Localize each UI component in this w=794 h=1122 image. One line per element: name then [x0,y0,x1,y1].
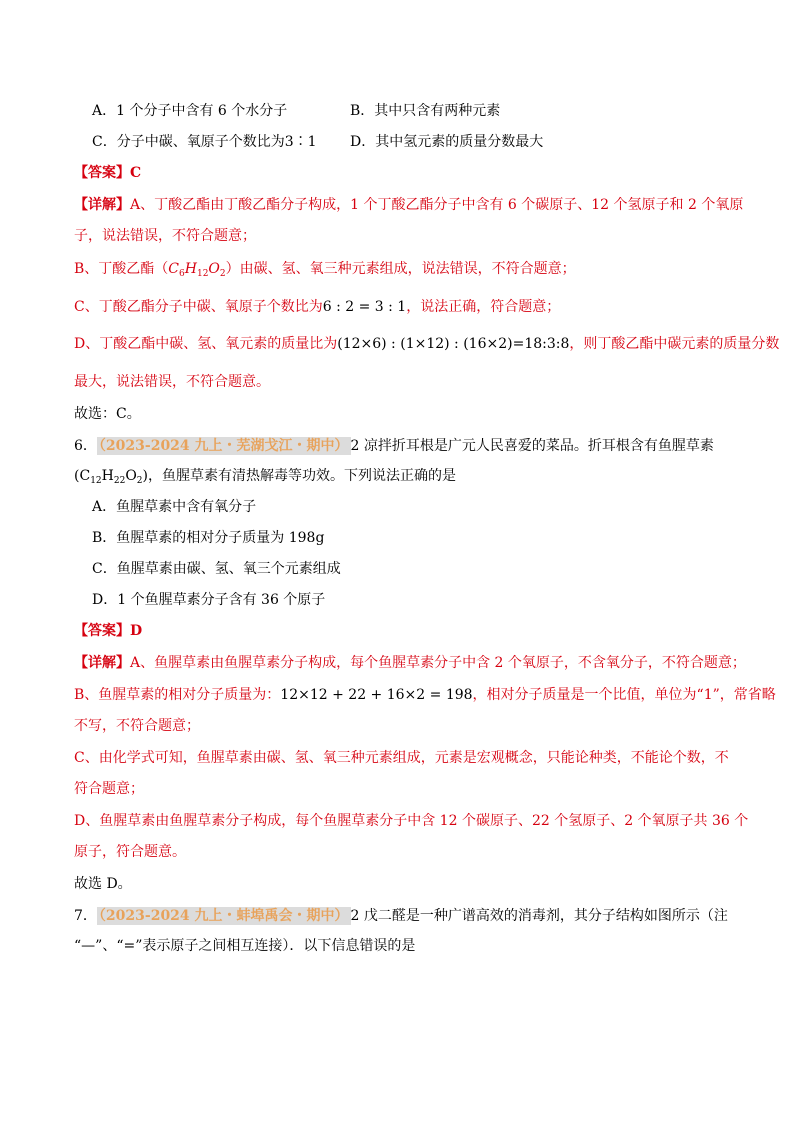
q6-detail-a [74,653,746,673]
q6-detail-c-cont: 符合题意； [74,781,144,797]
formula-butyl: $C_6H_{12}O_2$ [168,261,226,279]
q5-detail-d-cont: 最大，说法错误，不符合题意。 [74,374,270,390]
q6-stem [74,436,714,456]
q6-detail-a-text: A、鱼腥草素由鱼腥草素分子构成，每个鱼腥草素分子中含 2 个氧原子，不含氧分子，不符合题意； [130,655,746,671]
q6-detail-c: C、由化学式可知，鱼腥草素由碳、氢、氧三种元素组成，元素是宏观概念，只能论种类，不能论个数，不 [74,750,729,766]
q5-conclusion: 故选：C。 [74,406,141,422]
q5-detail-a [74,195,743,215]
detail-label: 【详解】 [74,197,130,213]
q5-detail-d [74,334,779,354]
q5-option-c: C．分子中碳、氧原子个数比为3∶1 [92,134,317,150]
q6-stem-cont [74,466,456,486]
q6-detail-b-cont: 不写，不符合题意； [74,718,200,734]
q6-conclusion: 故选 D。 [74,876,132,892]
q5-detail-a-cont: 子，说法错误，不符合题意； [74,228,256,244]
q5-detail-a-text: A、丁酸乙酯由丁酸乙酯分子构成，1 个丁酸乙酯分子中含有 6 个碳原子、12 个氢原子和 2 个氧原 [130,197,744,213]
q6-stem-text-2: ，鱼腥草素有清热解毒等功效。下列说法正确的是 [148,468,456,484]
q5-detail-b-post: ）由碳、氢、氧三种元素组成，说法错误，不符合题意； [225,261,576,277]
q7-stem-text: 2 戊二醛是一种广谱高效的消毒剂，其分子结构如图所示（注 [350,908,728,924]
q7-source-tag: （2023-2024 九上・蚌埠禹会・期中） [98,908,349,924]
q6-number: 6． [74,438,97,454]
q6-option-b: B．鱼腥草素的相对分子质量为 198g [92,530,325,546]
q6-detail-b-post: ，相对分子质量是一个比值，单位为“1”，常省略 [472,687,776,703]
q5-detail-c-post: ，说法正确，符合题意； [406,299,561,315]
q5-detail-b [74,259,576,279]
q5-detail-c [74,297,560,317]
q5-option-b: B．其中只含有两种元素 [350,103,501,119]
q6-detail-d-cont: 原子，符合题意。 [74,844,186,860]
q5-answer: 【答案】C [74,165,142,181]
q5-option-d: D．其中氢元素的质量分数最大 [350,134,544,150]
q6-molar-mass-math: 12×12 + 22 + 16×2 = 198 [280,687,473,703]
q5-detail-d-pre: D、丁酸乙酯中碳、氢、氧元素的质量比为 [74,336,338,352]
q6-option-c: C．鱼腥草素由碳、氢、氧三个元素组成 [92,561,341,577]
q6-detail-b-pre: B、鱼腥草素的相对分子质量为： [74,687,281,703]
q6-answer: 【答案】D [74,623,143,639]
q6-stem-text: 2 凉拌折耳根是广元人民喜爱的菜品。折耳根含有鱼腥草素 [350,438,714,454]
detail-label: 【详解】 [74,655,130,671]
q7-number: 7． [74,908,97,924]
q5-detail-b-pre: B、丁酸乙酯（ [74,261,169,277]
q5-detail-d-post: ，则丁酸乙酯中碳元素的质量分数 [569,336,780,352]
q5-ratio-math: 6 : 2 = 3 : 1 [322,299,407,315]
q5-mass-ratio-math: (12×6) : (1×12) : (16×2)=18:3:8 [337,336,570,352]
q5-option-a: A．1 个分子中含有 6 个水分子 [92,103,288,119]
q6-option-a: A．鱼腥草素中含有氧分子 [92,499,257,515]
formula-houttuynin: $(C_{12}H_{22}O_2)$ [74,468,148,486]
q6-option-d: D．1 个鱼腥草素分子含有 36 个原子 [92,592,326,608]
q6-source-tag: （2023-2024 九上・芜湖戈江・期中） [98,438,349,454]
q6-detail-b [74,685,776,705]
q7-stem-cont: “—”、“=”表示原子之间相互连接）．以下信息错误的是 [74,938,416,954]
q7-stem [74,906,728,926]
q6-detail-d: D、鱼腥草素由鱼腥草素分子构成，每个鱼腥草素分子中含 12 个碳原子、22 个氢原子、2 个氧原子共 36 个 [74,813,749,829]
q5-detail-c-pre: C、丁酸乙酯分子中碳、氧原子个数比为 [74,299,323,315]
